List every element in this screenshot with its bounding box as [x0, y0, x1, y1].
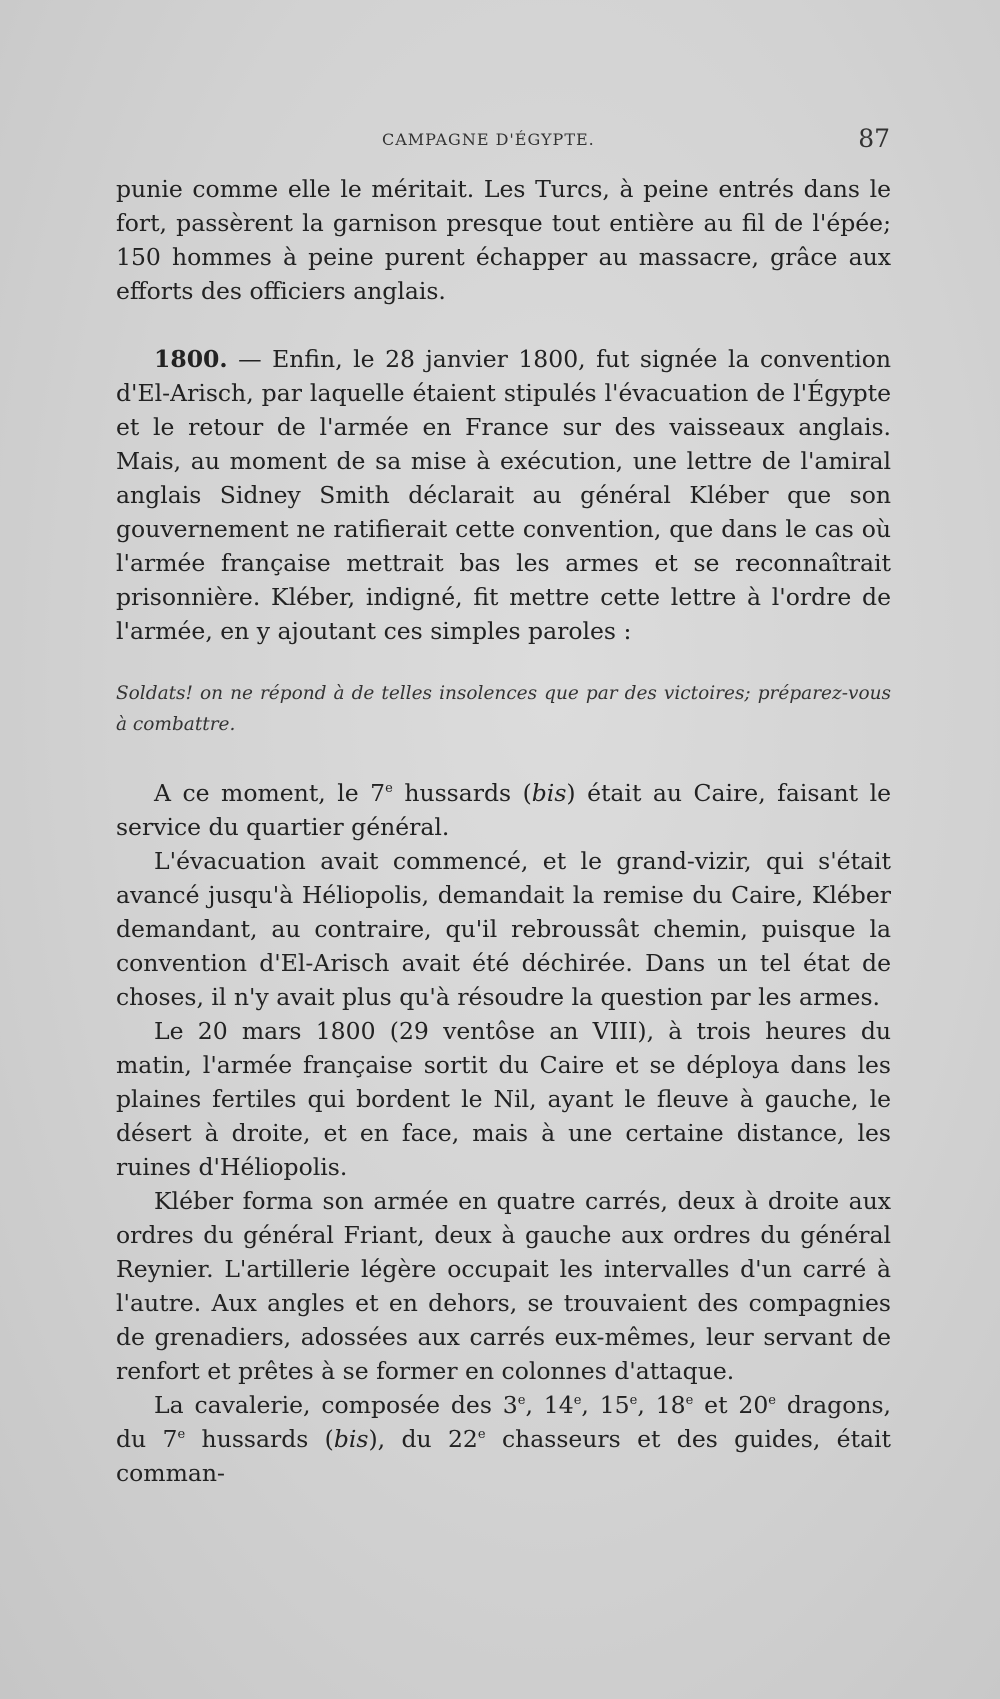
text-run: , 14 — [525, 1391, 574, 1419]
italic-bis: bis — [333, 1425, 369, 1453]
text-run: hussards ( — [185, 1425, 334, 1453]
text-run: ) était au Caire, faisant le service du quartier général. — [116, 779, 891, 841]
paragraph-2-text: — Enfin, le 28 janvier 1800, fut signée la convention d'El-Arisch, par laquelle étaient stipulés l'évacuation de l'Égypte et le retour de l'armée en France sur des vaisseaux anglais. Mais, au moment de sa mise à exécution, une lettre de l'amiral anglais Sidney Smith déclarait au général Kléber que son gouvernement ne ratifierait cette convention, que dans le cas où l'armée française mettrait bas les armes et se reconnaîtrait prisonnière. Kléber, indigné, fit mettre cette lettre à l'ordre de l'armée, en y ajoutant ces simples paroles : — [116, 345, 891, 645]
superscript: e — [573, 1393, 582, 1409]
superscript: e — [477, 1427, 486, 1443]
paragraph-2 — [116, 342, 891, 648]
paragraph-6: Kléber forma son armée en quatre carrés, deux à droite aux ordres du général Friant, deux à gauche aux ordres du général Reynier. L'artillerie légère occupait les intervalles d'un carré à l'autre. Aux angles et en dehors, se trouvaient des compagnies de grenadiers, adossées aux carrés eux-mêmes, leur servant de renfort et prêtes à se former en colonnes d'attaque. — [116, 1187, 891, 1385]
text-run: et 20 — [693, 1391, 769, 1419]
year-heading: 1800. — [154, 345, 228, 373]
superscript: e — [177, 1427, 186, 1443]
running-head — [120, 124, 890, 154]
text-run: dragons, du 7 — [116, 1391, 892, 1453]
paragraph-1: punie comme elle le méritait. Les Turcs, à peine entrés dans le fort, passèrent la garnison presque tout entière au fil de l'épée; 150 hommes à peine purent échapper au massacre, grâce aux efforts des officiers anglais. — [116, 175, 891, 305]
superscript: e — [629, 1393, 638, 1409]
superscript: e — [385, 781, 393, 797]
text-run: La cavalerie, composée des 3 — [154, 1391, 518, 1419]
paragraph-7 — [116, 1388, 891, 1490]
body-text — [116, 172, 891, 1490]
kleber-quote: Soldats! on ne répond à de telles insolences que par des victoires; préparez-vous à combattre. — [116, 683, 891, 735]
superscript: e — [685, 1393, 694, 1409]
text-run: , 15 — [581, 1391, 630, 1419]
text-run: , 18 — [637, 1391, 686, 1419]
text-run: chasseurs et des guides, était comman- — [116, 1425, 891, 1487]
text-run: A ce moment, le 7 — [154, 779, 386, 807]
page-number: 87 — [858, 124, 890, 153]
paragraph-5: Le 20 mars 1800 (29 ventôse an VIII), à trois heures du matin, l'armée française sortit du Caire et se déploya dans les plaines fertiles qui bordent le Nil, ayant le fleuve à gauche, le désert à droite, et en face, mais à une certaine distance, les ruines d'Héliopolis. — [116, 1017, 891, 1181]
italic-bis: bis — [531, 779, 567, 807]
text-run: ), du 22 — [368, 1425, 478, 1453]
superscript: e — [517, 1393, 526, 1409]
text-run: hussards ( — [392, 779, 532, 807]
running-title: CAMPAGNE D'ÉGYPTE. — [382, 130, 595, 149]
superscript: e — [768, 1393, 776, 1409]
paragraph-4: L'évacuation avait commencé, et le grand-vizir, qui s'était avancé jusqu'à Héliopolis, demandait la remise du Caire, Kléber demandant, au contraire, qu'il rebroussât chemin, puisque la convention d'El-Arisch avait été déchirée. Dans un tel état de choses, il n'y avait plus qu'à résoudre la question par les armes. — [116, 847, 891, 1011]
paragraph-3 — [116, 776, 891, 844]
